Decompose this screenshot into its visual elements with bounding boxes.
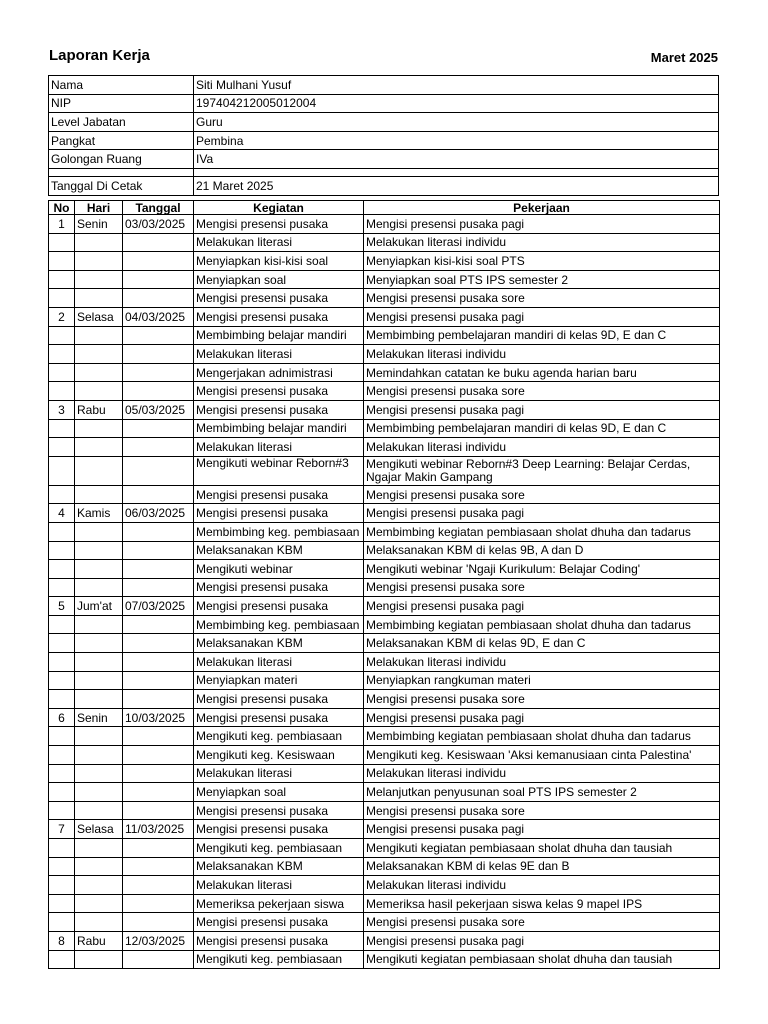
row-activity: Mengisi presensi pusaka <box>194 820 364 839</box>
row-date <box>123 801 194 820</box>
row-day <box>75 270 123 289</box>
row-work: Mengikuti webinar Reborn#3 Deep Learning: Belajar Cerdas, Ngajar Makin Gampang <box>364 456 720 485</box>
row-activity: Melaksanakan KBM <box>194 634 364 653</box>
row-day <box>75 233 123 252</box>
row-day <box>75 801 123 820</box>
info-label: Tanggal Di Cetak <box>49 176 194 195</box>
row-activity: Mengikuti keg. pembiasaan <box>194 839 364 858</box>
table-row <box>49 419 720 438</box>
row-work: Membimbing kegiatan pembiasaan sholat dhuha dan tadarus <box>364 522 720 541</box>
row-date <box>123 560 194 579</box>
row-date: 11/03/2025 <box>123 820 194 839</box>
row-activity: Mengisi presensi pusaka <box>194 708 364 727</box>
row-day: Rabu <box>75 931 123 950</box>
row-work: Membimbing pembelajaran mandiri di kelas 9D, E dan C <box>364 419 720 438</box>
row-date: 10/03/2025 <box>123 708 194 727</box>
row-day <box>75 615 123 634</box>
row-day <box>75 578 123 597</box>
row-day <box>75 894 123 913</box>
table-row <box>49 857 720 876</box>
row-work: Membimbing pembelajaran mandiri di kelas 9D, E dan C <box>364 326 720 345</box>
row-activity: Membimbing keg. pembiasaan <box>194 615 364 634</box>
row-work: Melaksanakan KBM di kelas 9D, E dan C <box>364 634 720 653</box>
row-activity: Mengikuti keg. Kesiswaan <box>194 746 364 765</box>
row-date <box>123 541 194 560</box>
row-work: Mengisi presensi pusaka sore <box>364 690 720 709</box>
row-work: Menyiapkan kisi-kisi soal PTS <box>364 252 720 271</box>
table-row <box>49 801 720 820</box>
table-row <box>49 270 720 289</box>
row-date <box>123 950 194 969</box>
row-day <box>75 289 123 308</box>
row-activity: Membimbing belajar mandiri <box>194 419 364 438</box>
table-row <box>49 931 720 950</box>
row-no <box>49 690 75 709</box>
table-row <box>49 615 720 634</box>
row-work: Melakukan literasi individu <box>364 764 720 783</box>
row-work: Mengisi presensi pusaka sore <box>364 801 720 820</box>
row-no <box>49 913 75 932</box>
row-date: 06/03/2025 <box>123 504 194 523</box>
row-date <box>123 382 194 401</box>
table-row <box>49 289 720 308</box>
row-date <box>123 233 194 252</box>
table-row <box>49 400 720 419</box>
row-work: Membimbing kegiatan pembiasaan sholat dhuha dan tadarus <box>364 615 720 634</box>
row-work: Mengisi presensi pusaka sore <box>364 289 720 308</box>
report-period: Maret 2025 <box>650 50 718 65</box>
row-day <box>75 690 123 709</box>
row-activity: Mengikuti webinar Reborn#3 <box>194 456 364 485</box>
row-no <box>49 746 75 765</box>
row-date <box>123 419 194 438</box>
row-no <box>49 326 75 345</box>
row-no <box>49 522 75 541</box>
info-label: Pangkat <box>49 131 194 150</box>
row-day <box>75 438 123 457</box>
row-no <box>49 950 75 969</box>
row-day: Rabu <box>75 400 123 419</box>
row-no <box>49 233 75 252</box>
row-activity: Mengisi presensi pusaka <box>194 801 364 820</box>
row-no <box>49 783 75 802</box>
row-work: Mengisi presensi pusaka pagi <box>364 307 720 326</box>
row-day <box>75 456 123 485</box>
row-work: Mengikuti keg. Kesiswaan 'Aksi kemanusiaan cinta Palestina' <box>364 746 720 765</box>
row-no <box>49 894 75 913</box>
row-work: Menyiapkan rangkuman materi <box>364 671 720 690</box>
table-row <box>49 252 720 271</box>
info-value: Siti Mulhani Yusuf <box>194 76 719 95</box>
row-day <box>75 764 123 783</box>
row-day <box>75 382 123 401</box>
table-row <box>49 215 720 234</box>
row-day <box>75 541 123 560</box>
col-header-kegiatan: Kegiatan <box>194 201 364 215</box>
row-day <box>75 326 123 345</box>
row-work: Melaksanakan KBM di kelas 9B, A dan D <box>364 541 720 560</box>
table-row <box>49 839 720 858</box>
info-row-rank <box>49 131 719 150</box>
row-no <box>49 839 75 858</box>
row-work: Memindahkan catatan ke buku agenda harian baru <box>364 363 720 382</box>
row-work: Mengisi presensi pusaka pagi <box>364 597 720 616</box>
row-day <box>75 746 123 765</box>
table-row <box>49 560 720 579</box>
row-work: Memeriksa hasil pekerjaan siswa kelas 9 mapel IPS <box>364 894 720 913</box>
row-day <box>75 522 123 541</box>
row-date <box>123 363 194 382</box>
col-header-hari: Hari <box>75 201 123 215</box>
row-work: Mengisi presensi pusaka sore <box>364 578 720 597</box>
row-day: Senin <box>75 708 123 727</box>
row-activity: Mengisi presensi pusaka <box>194 690 364 709</box>
row-work: Mengisi presensi pusaka pagi <box>364 931 720 950</box>
row-no: 8 <box>49 931 75 950</box>
table-row <box>49 783 720 802</box>
row-day <box>75 727 123 746</box>
table-row <box>49 522 720 541</box>
row-work: Mengikuti kegiatan pembiasaan sholat dhuha dan tausiah <box>364 839 720 858</box>
row-date <box>123 894 194 913</box>
row-day <box>75 950 123 969</box>
row-date <box>123 456 194 485</box>
table-row <box>49 708 720 727</box>
row-day: Selasa <box>75 307 123 326</box>
row-no <box>49 634 75 653</box>
activity-table <box>48 200 720 969</box>
row-date <box>123 671 194 690</box>
row-activity: Menyiapkan soal <box>194 270 364 289</box>
table-row <box>49 541 720 560</box>
row-day <box>75 671 123 690</box>
row-date <box>123 634 194 653</box>
row-activity: Menyiapkan soal <box>194 783 364 802</box>
row-activity: Mengisi presensi pusaka <box>194 485 364 504</box>
row-day <box>75 560 123 579</box>
row-date <box>123 857 194 876</box>
spacer-cell <box>194 168 719 176</box>
activity-rows <box>49 215 720 969</box>
row-date: 07/03/2025 <box>123 597 194 616</box>
row-day <box>75 485 123 504</box>
row-date: 12/03/2025 <box>123 931 194 950</box>
info-label: Level Jabatan <box>49 113 194 132</box>
row-work: Mengisi presensi pusaka pagi <box>364 504 720 523</box>
row-activity: Mengisi presensi pusaka <box>194 400 364 419</box>
row-no <box>49 363 75 382</box>
row-day <box>75 419 123 438</box>
row-activity: Melakukan literasi <box>194 764 364 783</box>
row-activity: Mengisi presensi pusaka <box>194 289 364 308</box>
row-no <box>49 764 75 783</box>
row-day <box>75 634 123 653</box>
row-date <box>123 764 194 783</box>
col-header-no: No <box>49 201 75 215</box>
row-activity: Melakukan literasi <box>194 345 364 364</box>
spacer-cell <box>49 168 194 176</box>
row-activity: Mengikuti keg. pembiasaan <box>194 727 364 746</box>
row-activity: Mengisi presensi pusaka <box>194 307 364 326</box>
table-row <box>49 690 720 709</box>
row-day: Kamis <box>75 504 123 523</box>
row-date <box>123 289 194 308</box>
row-work: Melakukan literasi individu <box>364 345 720 364</box>
row-activity: Mengisi presensi pusaka <box>194 215 364 234</box>
employee-info-table <box>48 75 719 196</box>
row-no <box>49 541 75 560</box>
table-row <box>49 363 720 382</box>
row-activity: Melaksanakan KBM <box>194 857 364 876</box>
row-date: 05/03/2025 <box>123 400 194 419</box>
row-activity: Melakukan literasi <box>194 876 364 895</box>
info-row-level <box>49 113 719 132</box>
row-activity: Menyiapkan materi <box>194 671 364 690</box>
table-row <box>49 597 720 616</box>
row-no: 1 <box>49 215 75 234</box>
row-date <box>123 839 194 858</box>
row-activity: Melakukan literasi <box>194 233 364 252</box>
table-row <box>49 727 720 746</box>
col-header-pekerjaan: Pekerjaan <box>364 201 720 215</box>
row-work: Mengikuti kegiatan pembiasaan sholat dhuha dan tausiah <box>364 950 720 969</box>
row-no <box>49 560 75 579</box>
col-header-tanggal: Tanggal <box>123 201 194 215</box>
info-value: Pembina <box>194 131 719 150</box>
row-no <box>49 801 75 820</box>
row-activity: Mengisi presensi pusaka <box>194 504 364 523</box>
row-work: Menyiapkan soal PTS IPS semester 2 <box>364 270 720 289</box>
table-row <box>49 326 720 345</box>
row-work: Membimbing kegiatan pembiasaan sholat dhuha dan tadarus <box>364 727 720 746</box>
table-row <box>49 913 720 932</box>
row-activity: Melaksanakan KBM <box>194 541 364 560</box>
row-no: 5 <box>49 597 75 616</box>
row-no <box>49 615 75 634</box>
table-row <box>49 456 720 485</box>
info-value: IVa <box>194 150 719 169</box>
row-date <box>123 252 194 271</box>
table-row <box>49 578 720 597</box>
row-activity: Memeriksa pekerjaan siswa <box>194 894 364 913</box>
row-date <box>123 783 194 802</box>
row-activity: Mengikuti keg. pembiasaan <box>194 950 364 969</box>
info-label: Nama <box>49 76 194 95</box>
report-title: Laporan Kerja <box>49 47 150 64</box>
row-date <box>123 913 194 932</box>
row-activity: Mengerjakan adnimistrasi <box>194 363 364 382</box>
info-row-printed <box>49 176 719 195</box>
row-no <box>49 438 75 457</box>
info-value: 197404212005012004 <box>194 94 719 113</box>
row-day <box>75 363 123 382</box>
info-value: Guru <box>194 113 719 132</box>
row-no <box>49 270 75 289</box>
row-day <box>75 857 123 876</box>
row-no <box>49 727 75 746</box>
row-day <box>75 252 123 271</box>
row-no <box>49 252 75 271</box>
row-date <box>123 438 194 457</box>
row-activity: Mengisi presensi pusaka <box>194 597 364 616</box>
table-row <box>49 820 720 839</box>
row-activity: Melakukan literasi <box>194 653 364 672</box>
table-row <box>49 746 720 765</box>
row-work: Melakukan literasi individu <box>364 438 720 457</box>
row-work: Melakukan literasi individu <box>364 653 720 672</box>
row-activity: Mengikuti webinar <box>194 560 364 579</box>
row-activity: Mengisi presensi pusaka <box>194 578 364 597</box>
row-date <box>123 653 194 672</box>
row-no <box>49 345 75 364</box>
row-activity: Mengisi presensi pusaka <box>194 382 364 401</box>
table-row <box>49 653 720 672</box>
row-activity: Menyiapkan kisi-kisi soal <box>194 252 364 271</box>
row-day <box>75 876 123 895</box>
row-no <box>49 578 75 597</box>
table-row <box>49 233 720 252</box>
row-work: Mengisi presensi pusaka sore <box>364 485 720 504</box>
row-no: 2 <box>49 307 75 326</box>
row-day: Jum'at <box>75 597 123 616</box>
row-activity: Membimbing keg. pembiasaan <box>194 522 364 541</box>
table-row <box>49 345 720 364</box>
row-activity: Mengisi presensi pusaka <box>194 913 364 932</box>
row-work: Mengisi presensi pusaka pagi <box>364 215 720 234</box>
row-work: Mengisi presensi pusaka pagi <box>364 400 720 419</box>
table-row <box>49 634 720 653</box>
row-no: 6 <box>49 708 75 727</box>
row-work: Melakukan literasi individu <box>364 876 720 895</box>
table-row <box>49 950 720 969</box>
row-date <box>123 746 194 765</box>
row-date <box>123 727 194 746</box>
info-row-nip <box>49 94 719 113</box>
row-no <box>49 857 75 876</box>
row-no <box>49 456 75 485</box>
info-value: 21 Maret 2025 <box>194 176 719 195</box>
row-date: 04/03/2025 <box>123 307 194 326</box>
row-no <box>49 876 75 895</box>
info-label: Golongan Ruang <box>49 150 194 169</box>
row-work: Mengisi presensi pusaka pagi <box>364 708 720 727</box>
row-day <box>75 839 123 858</box>
row-work: Mengikuti webinar 'Ngaji Kurikulum: Belajar Coding' <box>364 560 720 579</box>
row-day <box>75 653 123 672</box>
row-no: 3 <box>49 400 75 419</box>
table-row <box>49 382 720 401</box>
row-date <box>123 578 194 597</box>
table-row <box>49 876 720 895</box>
row-date <box>123 270 194 289</box>
table-row <box>49 485 720 504</box>
row-date: 03/03/2025 <box>123 215 194 234</box>
table-row <box>49 764 720 783</box>
row-day: Senin <box>75 215 123 234</box>
table-row <box>49 438 720 457</box>
row-work: Mengisi presensi pusaka pagi <box>364 820 720 839</box>
row-no: 4 <box>49 504 75 523</box>
row-activity: Mengisi presensi pusaka <box>194 931 364 950</box>
row-day <box>75 913 123 932</box>
row-date <box>123 876 194 895</box>
row-work: Mengisi presensi pusaka sore <box>364 913 720 932</box>
row-date <box>123 690 194 709</box>
row-activity: Melakukan literasi <box>194 438 364 457</box>
row-no <box>49 653 75 672</box>
row-work: Melaksanakan KBM di kelas 9E dan B <box>364 857 720 876</box>
row-work: Melakukan literasi individu <box>364 233 720 252</box>
info-row-name <box>49 76 719 95</box>
row-date <box>123 485 194 504</box>
row-no <box>49 382 75 401</box>
row-activity: Membimbing belajar mandiri <box>194 326 364 345</box>
row-day <box>75 345 123 364</box>
table-header-row <box>49 201 720 215</box>
table-row <box>49 504 720 523</box>
row-work: Melanjutkan penyusunan soal PTS IPS semester 2 <box>364 783 720 802</box>
row-no <box>49 419 75 438</box>
row-date <box>123 345 194 364</box>
row-no <box>49 289 75 308</box>
row-work: Mengisi presensi pusaka sore <box>364 382 720 401</box>
table-row <box>49 671 720 690</box>
info-spacer <box>49 168 719 176</box>
row-date <box>123 326 194 345</box>
row-date <box>123 615 194 634</box>
row-day: Selasa <box>75 820 123 839</box>
table-row <box>49 894 720 913</box>
table-row <box>49 307 720 326</box>
row-no: 7 <box>49 820 75 839</box>
row-no <box>49 485 75 504</box>
info-row-grade <box>49 150 719 169</box>
info-label: NIP <box>49 94 194 113</box>
row-day <box>75 783 123 802</box>
row-date <box>123 522 194 541</box>
row-no <box>49 671 75 690</box>
